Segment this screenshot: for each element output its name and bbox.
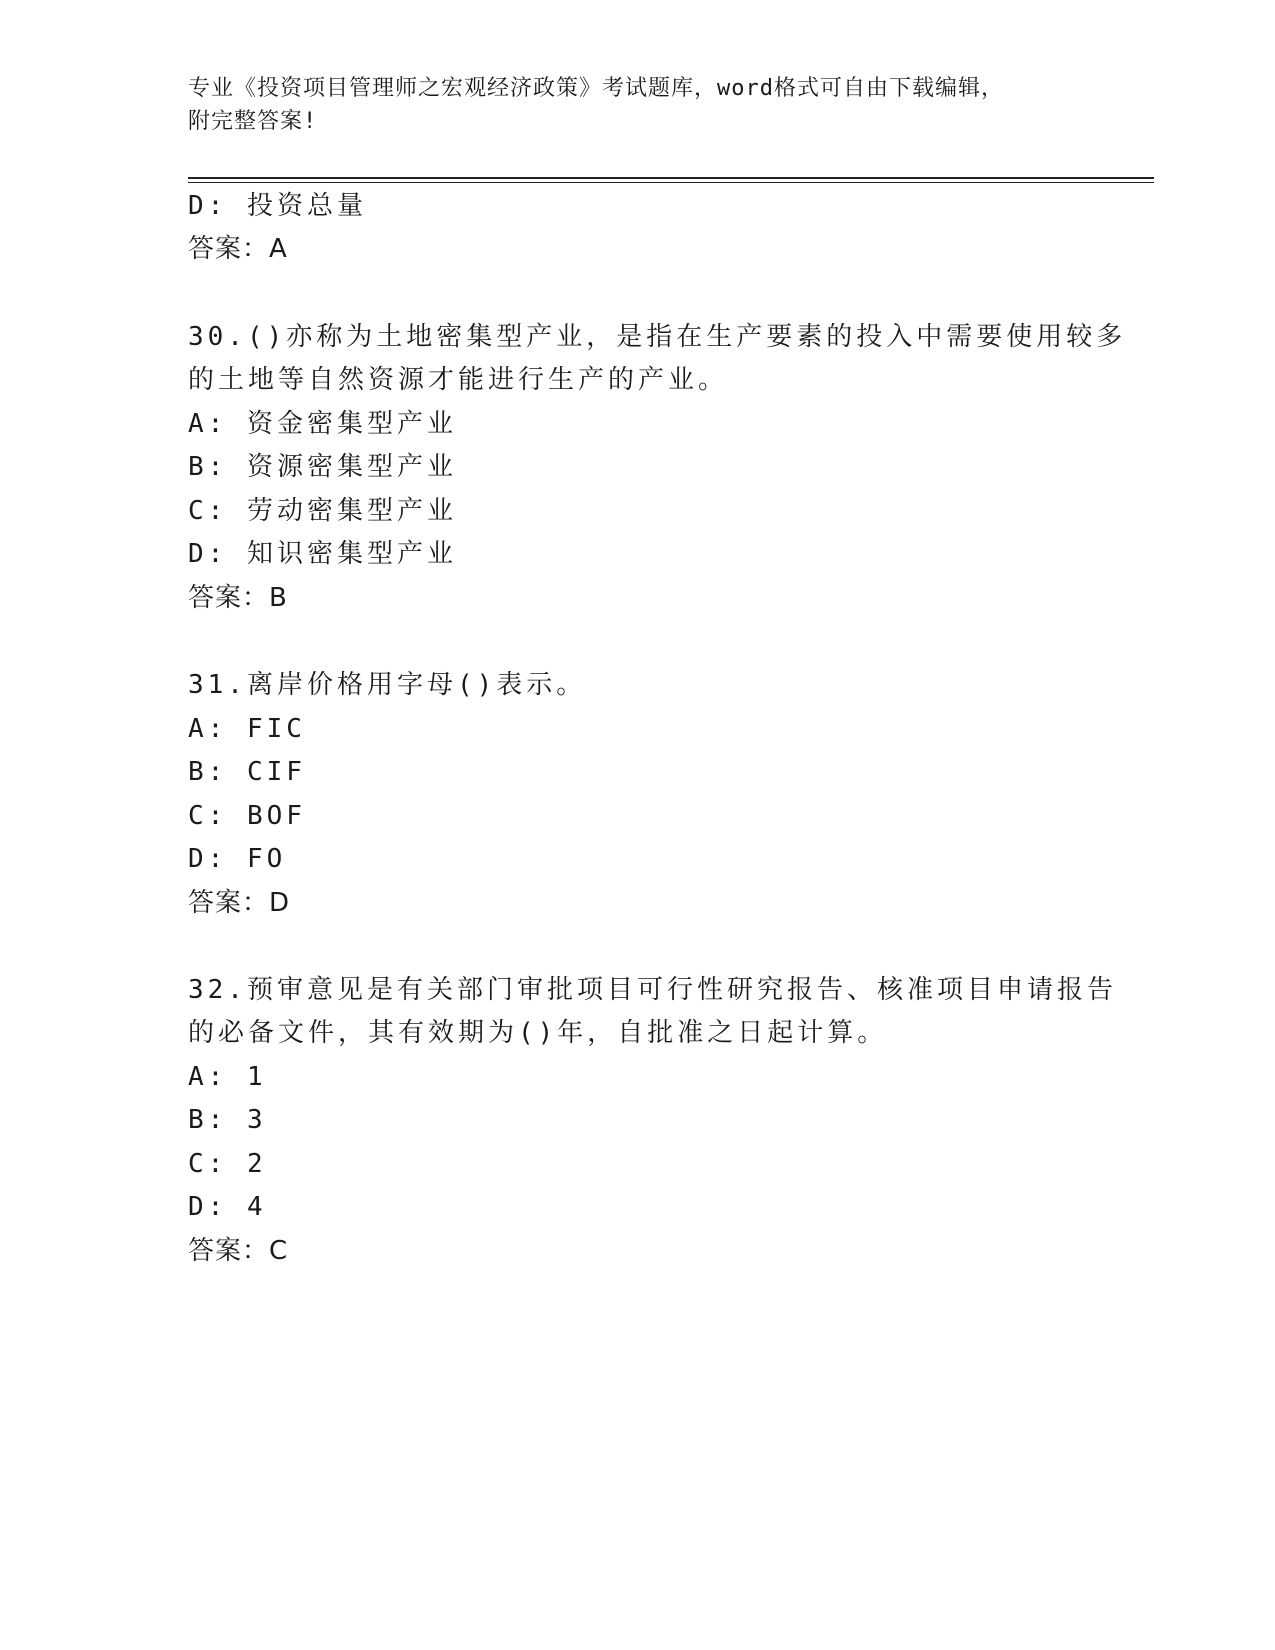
q30-answer: 答案：B: [188, 583, 288, 613]
header-line-2: 附完整答案!: [188, 109, 318, 134]
header-divider-thick: [188, 177, 1154, 179]
q31-answer: 答案：D: [188, 888, 291, 918]
q31-option-a: A: FIC: [188, 714, 306, 744]
header-divider-thin: [188, 182, 1154, 183]
q30-option-d: D: 知识密集型产业: [188, 539, 457, 569]
prev-answer: 答案：A: [188, 234, 288, 264]
q30-option-b: B: 资源密集型产业: [188, 452, 457, 482]
q31-option-b: B: CIF: [188, 757, 306, 787]
q30-option-c: C: 劳动密集型产业: [188, 496, 457, 526]
q31-option-c: C: BOF: [188, 801, 306, 831]
q32-answer: 答案：C: [188, 1236, 289, 1266]
q30-option-a: A: 资金密集型产业: [188, 409, 457, 439]
document-header: [188, 72, 1088, 138]
q31-stem-line-1: 31.离岸价格用字母()表示。: [188, 670, 587, 700]
header-line-1: 专业《投资项目管理师之宏观经济政策》考试题库，word格式可自由下载编辑，: [188, 76, 1004, 101]
q32-option-b: B: 3: [188, 1105, 267, 1135]
q30-stem-line-1: 30.()亦称为土地密集型产业，是指在生产要素的投入中需要使用较多: [188, 322, 1127, 352]
q32-option-c: C: 2: [188, 1149, 267, 1179]
q32-option-a: A: 1: [188, 1062, 267, 1092]
q32-option-d: D: 4: [188, 1192, 267, 1222]
q32-stem-line-1: 32.预审意见是有关部门审批项目可行性研究报告、核准项目申请报告: [188, 975, 1117, 1005]
q30-stem-line-2: 的土地等自然资源才能进行生产的产业。: [188, 365, 729, 395]
q32-stem-line-2: 的必备文件，其有效期为()年，自批准之日起计算。: [188, 1018, 888, 1048]
prev-option-d: D: 投资总量: [188, 191, 367, 221]
q31-option-d: D: FO: [188, 844, 287, 874]
